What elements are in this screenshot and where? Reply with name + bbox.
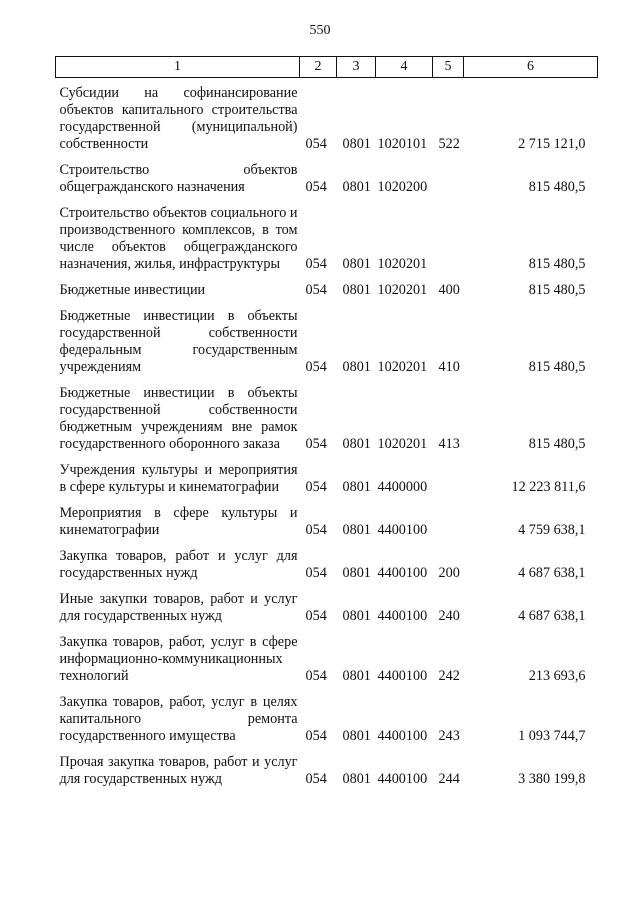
table-row: [56, 462, 598, 505]
column-header-2: 2: [300, 57, 337, 78]
table-row: [56, 548, 598, 591]
row-name: Прочая закупка товаров, работ и услуг для государственных нужд: [59, 754, 298, 787]
row-name: Иные закупки товаров, работ и услуг для государственных нужд: [59, 591, 298, 624]
budget-table: [55, 56, 598, 797]
row-code-admin: 054: [305, 282, 327, 298]
table-row: [56, 694, 598, 754]
table-row: [56, 85, 598, 162]
row-code-target: 4400100: [377, 522, 428, 538]
row-code-admin: 054: [305, 359, 327, 375]
row-name: Учреждения культуры и мероприятия в сфере культуры и кинематографии: [59, 462, 298, 495]
row-amount: 815 480,5: [528, 436, 586, 452]
row-code-section: 0801: [342, 522, 371, 538]
row-name: Закупка товаров, работ и услуг для государственных нужд: [59, 548, 298, 581]
row-amount: 815 480,5: [528, 282, 586, 298]
row-code-admin: 054: [305, 479, 327, 495]
row-code-section: 0801: [342, 282, 371, 298]
row-code-target: 4400000: [377, 479, 428, 495]
row-code-target: 1020201: [377, 256, 428, 272]
column-header-5: 5: [433, 57, 464, 78]
row-code-target: 4400100: [377, 565, 428, 581]
row-code-section: 0801: [342, 256, 371, 272]
row-name: Субсидии на софинансирование объектов капитального строительства государственной (муниципальной) собственности: [59, 85, 298, 152]
row-name: Бюджетные инвестиции в объекты государственной собственности бюджетным учреждениям вне рамок государственного оборонного заказа: [59, 385, 298, 452]
row-code-section: 0801: [342, 608, 371, 624]
table-row: [56, 162, 598, 205]
table-body: [56, 78, 598, 798]
row-code-section: 0801: [342, 436, 371, 452]
row-code-target: 4400100: [377, 771, 428, 787]
table-row: [56, 205, 598, 282]
row-name: Строительство объектов общегражданского назначения: [59, 162, 298, 195]
row-code-target: 1020101: [377, 136, 428, 152]
row-amount: 4 687 638,1: [518, 608, 586, 624]
row-code-section: 0801: [342, 771, 371, 787]
row-code-expense-type: 242: [438, 668, 460, 684]
row-code-admin: 054: [305, 565, 327, 581]
row-code-admin: 054: [305, 522, 327, 538]
table-header-row: [56, 57, 598, 78]
table-row: [56, 591, 598, 634]
row-code-section: 0801: [342, 728, 371, 744]
row-code-target: 1020200: [377, 179, 428, 195]
row-amount: 4 687 638,1: [518, 565, 586, 581]
row-code-admin: 054: [305, 256, 327, 272]
column-header-3: 3: [337, 57, 376, 78]
row-code-expense-type: [433, 162, 464, 205]
table-row: [56, 385, 598, 462]
row-code-expense-type: 400: [438, 282, 460, 298]
row-amount: 4 759 638,1: [518, 522, 586, 538]
row-code-section: 0801: [342, 565, 371, 581]
row-code-expense-type: 240: [438, 608, 460, 624]
row-code-expense-type: 244: [438, 771, 460, 787]
row-code-admin: 054: [305, 179, 327, 195]
row-code-expense-type: 410: [438, 359, 460, 375]
row-name: Бюджетные инвестиции в объекты государственной собственности федеральным государственным учреждениям: [59, 308, 298, 375]
row-code-admin: 054: [305, 728, 327, 744]
row-amount: 815 480,5: [528, 256, 586, 272]
row-amount: 815 480,5: [528, 179, 586, 195]
row-name: Бюджетные инвестиции: [59, 282, 206, 298]
row-amount: 12 223 811,6: [511, 479, 586, 495]
row-code-admin: 054: [305, 771, 327, 787]
row-code-section: 0801: [342, 479, 371, 495]
row-code-section: 0801: [342, 136, 371, 152]
row-amount: 1 093 744,7: [518, 728, 586, 744]
row-code-expense-type: [433, 505, 464, 548]
table-row: [56, 754, 598, 797]
row-code-expense-type: [433, 205, 464, 282]
row-code-admin: 054: [305, 136, 327, 152]
row-code-expense-type: 243: [438, 728, 460, 744]
page-number: 550: [309, 23, 331, 38]
column-header-4: 4: [376, 57, 433, 78]
row-amount: 815 480,5: [528, 359, 586, 375]
row-name: Закупка товаров, работ, услуг в сфере информационно-коммуникационных технологий: [59, 634, 298, 684]
row-amount: 213 693,6: [528, 668, 586, 684]
row-code-admin: 054: [305, 668, 327, 684]
row-code-target: 1020201: [377, 282, 428, 298]
row-code-target: 4400100: [377, 728, 428, 744]
row-code-section: 0801: [342, 359, 371, 375]
row-code-expense-type: 200: [438, 565, 460, 581]
row-code-expense-type: 522: [438, 136, 460, 152]
table-row: [56, 282, 598, 308]
row-amount: 2 715 121,0: [518, 136, 586, 152]
row-amount: 3 380 199,8: [518, 771, 586, 787]
column-header-6: 6: [464, 57, 598, 78]
row-code-target: 1020201: [377, 359, 428, 375]
row-name: Закупка товаров, работ, услуг в целях капитального ремонта государственного имущества: [59, 694, 298, 744]
row-name: Мероприятия в сфере культуры и кинематографии: [59, 505, 298, 538]
row-code-admin: 054: [305, 436, 327, 452]
row-code-expense-type: [433, 462, 464, 505]
row-name: Строительство объектов социального и производственного комплексов, в том числе объектов общегражданского назначения, жилья, инфраструктуры: [59, 205, 298, 272]
table-row: [56, 634, 598, 694]
row-code-target: 4400100: [377, 608, 428, 624]
row-code-admin: 054: [305, 608, 327, 624]
row-code-expense-type: 413: [438, 436, 460, 452]
row-code-target: 1020201: [377, 436, 428, 452]
table-row: [56, 308, 598, 385]
row-code-target: 4400100: [377, 668, 428, 684]
row-code-section: 0801: [342, 179, 371, 195]
row-code-section: 0801: [342, 668, 371, 684]
header-spacer: [56, 78, 598, 86]
table-row: [56, 505, 598, 548]
column-header-1: 1: [56, 57, 300, 78]
